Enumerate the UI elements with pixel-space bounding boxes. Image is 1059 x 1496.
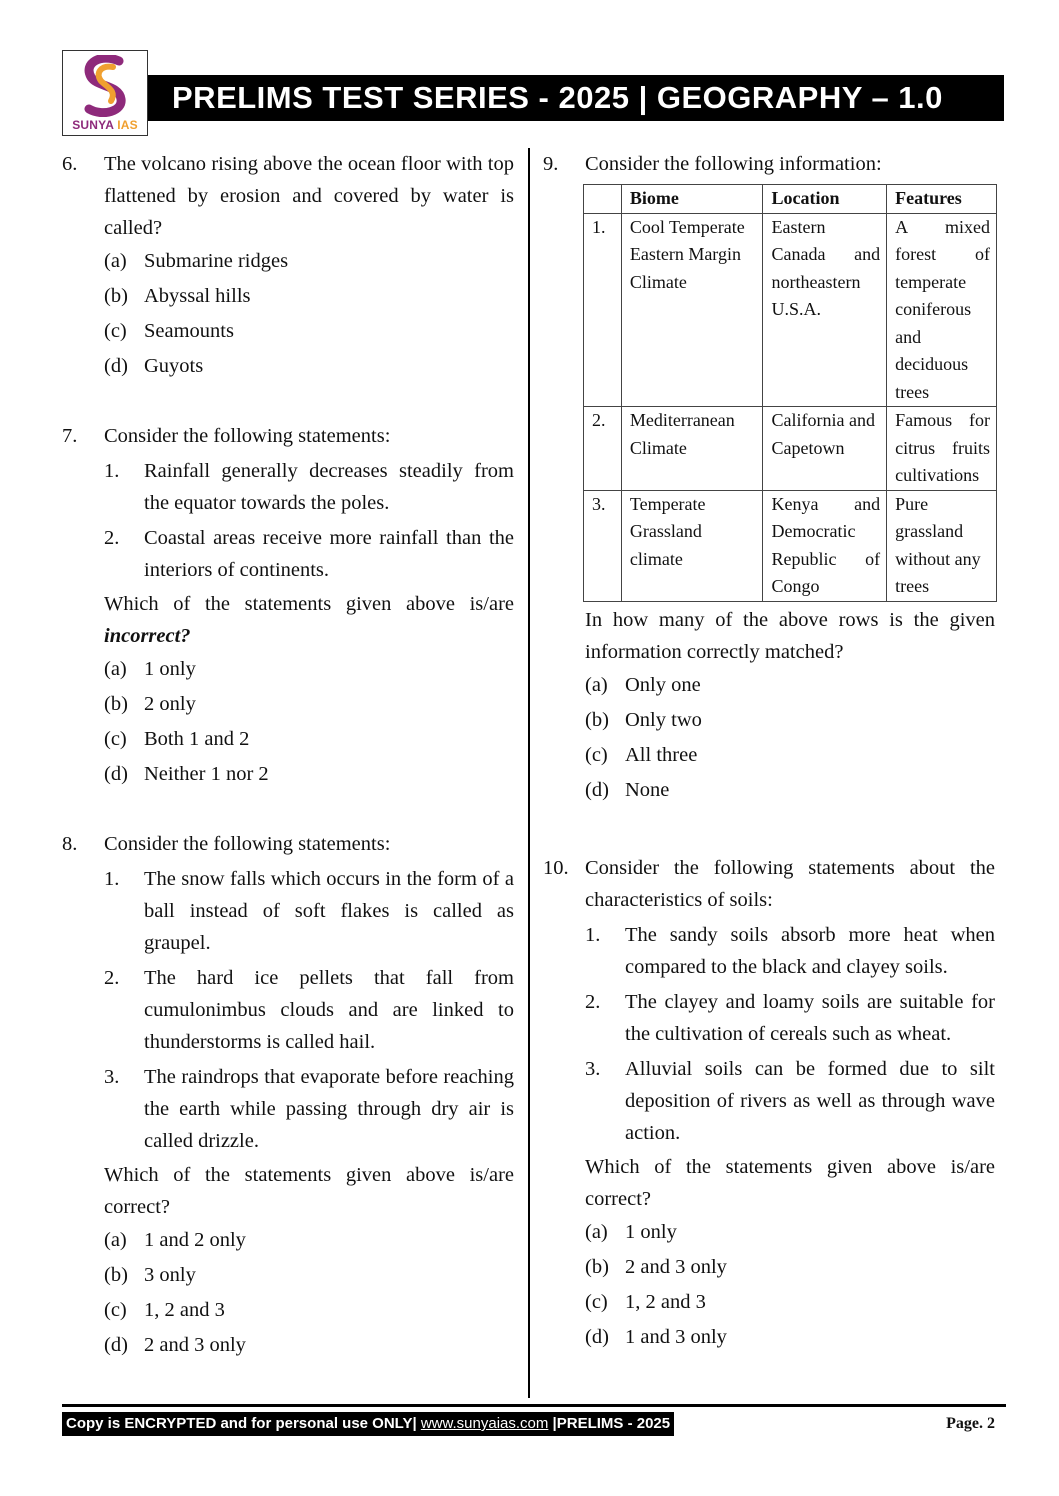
option-d[interactable]: (d) Neither 1 nor 2 [104,763,269,785]
statement: 1. Rainfall generally decreases steadily from the equator towards the poles. [104,460,514,514]
option-c[interactable]: (c) Both 1 and 2 [104,728,250,750]
question-prompt: In how many of the above rows is the given information correctly matched? [585,608,995,663]
question-number: 9. [543,153,559,175]
page-header [62,50,1004,138]
table-header [584,185,622,214]
question-text: Consider the following information: [585,153,882,175]
column-divider [528,148,530,1398]
option-b[interactable]: (b) 2 and 3 only [585,1255,727,1278]
option-b[interactable]: (b) Only two [585,708,702,731]
option-d[interactable]: (d) 2 and 3 only [104,1334,246,1356]
option-d[interactable]: (d) None [585,778,670,801]
page-number: Page. 2 [946,1415,995,1432]
question-9-continued [543,604,995,808]
option-a[interactable]: (a) 1 only [104,658,196,680]
option-b[interactable]: (b) 2 only [104,693,196,715]
question-prompt: Which of the statements given above is/are correct? [585,1155,995,1210]
option-a[interactable]: (a) Submarine ridges [104,250,289,272]
option-c[interactable]: (c) All three [585,743,698,766]
left-column [62,148,514,1363]
statement: 2. The clayey and loamy soils are suitable for the cultivation of cereals such as wheat. [585,990,995,1045]
option-d[interactable]: (d) 1 and 3 only [585,1325,727,1348]
statement: 1. The sandy soils absorb more heat when compared to the black and clayey soils. [585,923,995,978]
table-row: 2. Mediterranean Climate California and Capetown Famous for citrus fruits cultivations [584,407,997,491]
table-row: 1. Cool Temperate Eastern Margin Climate Eastern Canada and northeastern U.S.A. A mixed forest of temperate coniferous and deciduous trees [584,213,997,407]
page-title: PRELIMS TEST SERIES - 2025 | GEOGRAPHY – 1.0 [148,75,1004,121]
statement: 1. The snow falls which occurs in the form of a ball instead of soft flakes is called as graupel. [104,868,514,954]
question-prompt: Which of the statements given above is/are correct? [104,1164,514,1218]
table-row: 3. Temperate Grassland climate Kenya and Democratic Republic of Congo Pure grassland without any trees [584,490,997,601]
website-link[interactable]: www.sunyaias.com [420,1415,549,1432]
question-text: Consider the following statements: [104,833,391,855]
option-b[interactable]: (b) 3 only [104,1264,196,1286]
option-c[interactable]: (c) 1, 2 and 3 [104,1299,225,1321]
question-number: 7. [62,425,78,447]
footer-notice: Copy is ENCRYPTED and for personal use ONLY| www.sunyaias.com |PRELIMS - 2025 [62,1412,674,1436]
option-d[interactable]: (d) Guyots [104,355,204,377]
question-number: 6. [62,153,78,175]
question-9 [543,148,995,180]
question-text: Consider the following statements about the characteristics of soils: [585,856,995,911]
question-10 [543,852,995,1355]
option-b[interactable]: (b) Abyssal hills [104,285,251,307]
question-number: 10. [543,856,569,879]
question-text: Consider the following statements: [104,425,391,447]
question-prompt: Which of the statements given above is/are incorrect? [104,593,514,647]
statement: 3. Alluvial soils can be formed due to silt deposition of rivers as well as through wave action. [585,1057,995,1144]
biome-table [583,184,997,602]
logo-wordmark: SUNYA IAS [72,118,138,132]
statement: 2. Coastal areas receive more rainfall than the interiors of continents. [104,527,514,581]
right-column [543,148,995,1355]
question-6 [62,148,514,384]
option-a[interactable]: (a) 1 only [585,1220,677,1243]
table-header: Features [887,185,997,214]
option-a[interactable]: (a) 1 and 2 only [104,1229,246,1251]
table-header-row [584,185,997,214]
table-header: Location [763,185,887,214]
question-8 [62,828,514,1363]
table-header: Biome [621,185,763,214]
question-7 [62,420,514,792]
question-text: The volcano rising above the ocean floor with top flattened by erosion and covered by water is called? [104,153,514,239]
sunya-ias-logo [62,50,148,136]
question-number: 8. [62,833,78,855]
statement: 2. The hard ice pellets that fall from cumulonimbus clouds and are linked to thunderstorms is called hail. [104,967,514,1053]
statement: 3. The raindrops that evaporate before reaching the earth while passing through dry air is called drizzle. [104,1066,514,1152]
option-c[interactable]: (c) 1, 2 and 3 [585,1290,706,1313]
s-swirl-logo-icon [79,55,133,117]
option-c[interactable]: (c) Seamounts [104,320,234,342]
footer-rule [62,1404,1006,1407]
option-a[interactable]: (a) Only one [585,673,701,696]
